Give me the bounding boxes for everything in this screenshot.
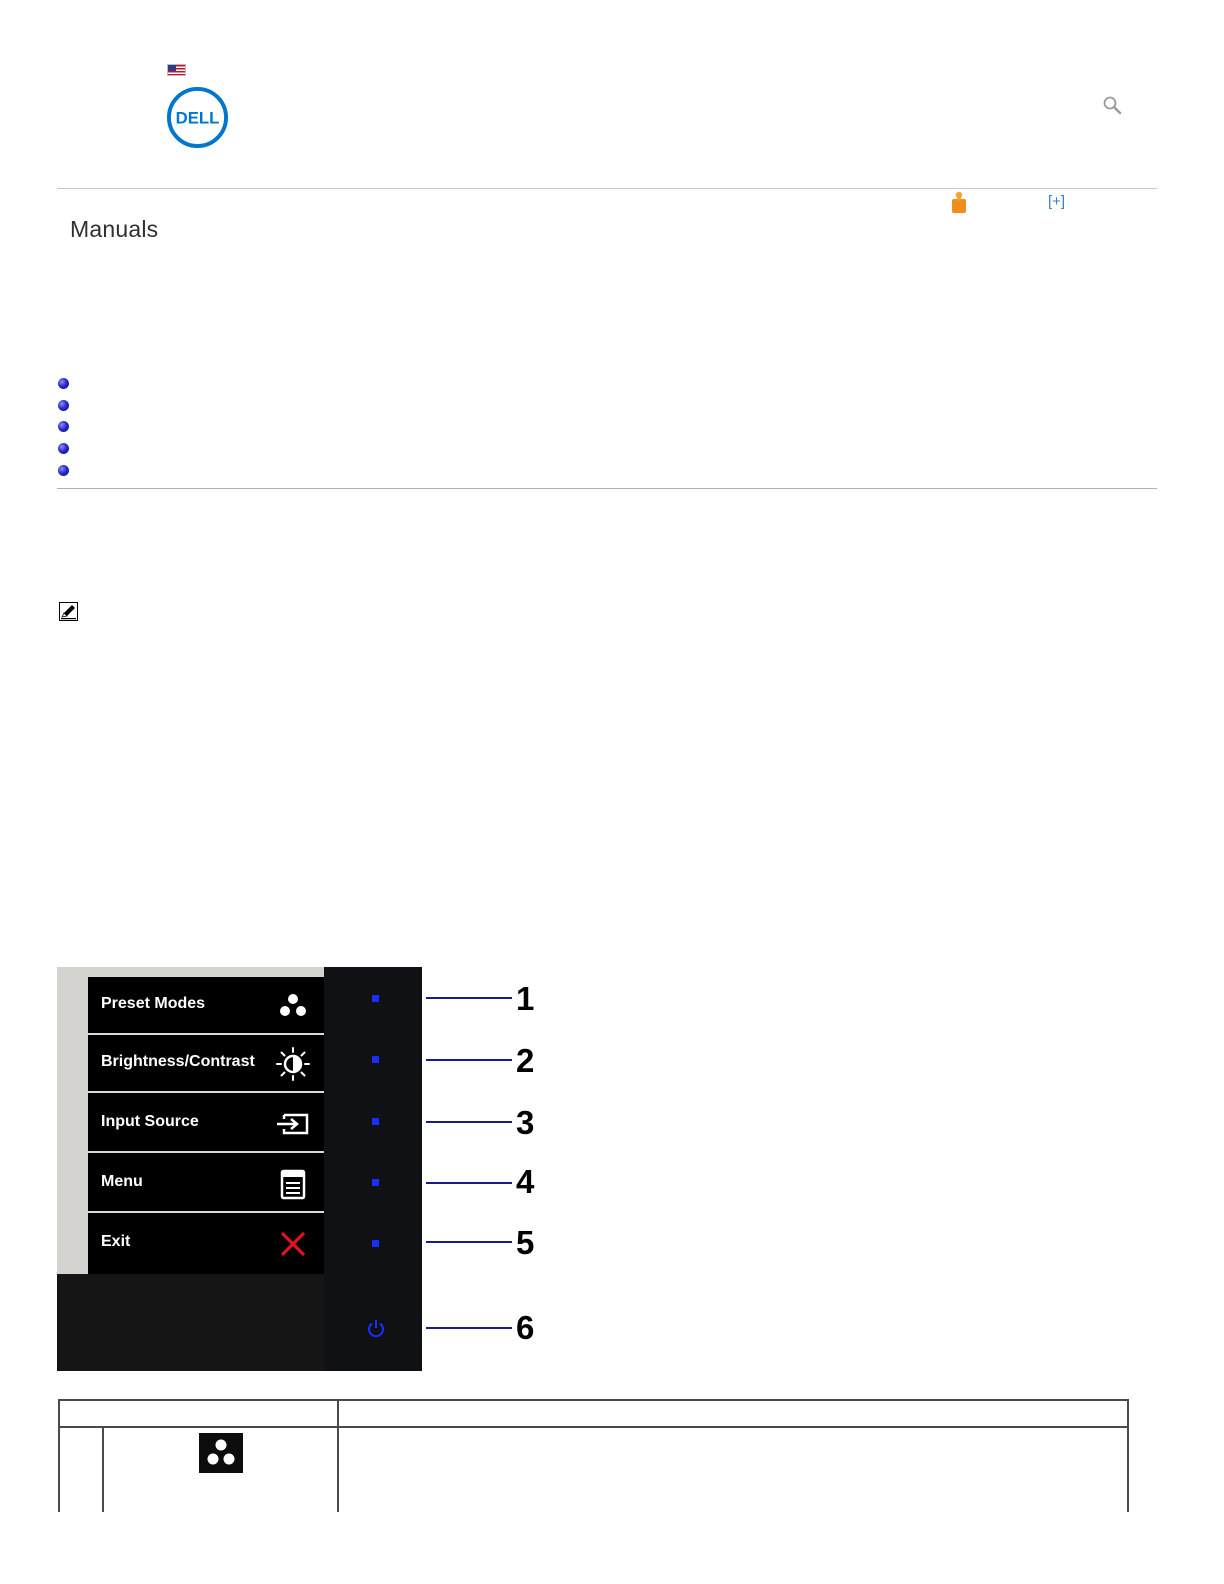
osd-menu — [88, 977, 324, 1274]
button-led-3[interactable] — [372, 1118, 379, 1125]
button-strip — [324, 967, 422, 1371]
monitor-bezel — [57, 1274, 332, 1371]
expand-link[interactable]: [+] — [1048, 193, 1066, 210]
button-led-5[interactable] — [372, 1240, 379, 1247]
osd-item-label: Preset Modes — [101, 995, 206, 1012]
callout-number-2: 2 — [516, 1042, 535, 1079]
dell-logo[interactable] — [166, 86, 229, 149]
preset-modes-icon — [276, 989, 310, 1023]
osd-item-preset-modes[interactable] — [88, 977, 324, 1035]
power-icon[interactable] — [366, 1318, 386, 1338]
section-divider — [57, 488, 1157, 489]
page-bottom-margin — [0, 1512, 1224, 1584]
exit-x-icon — [276, 1227, 310, 1261]
callout-number-5: 5 — [516, 1224, 535, 1261]
bullet-icon — [58, 465, 69, 476]
osd-item-exit[interactable] — [88, 1215, 324, 1273]
search-icon[interactable] — [1102, 95, 1122, 115]
preset-modes-button-icon — [199, 1433, 243, 1473]
callout-line-3 — [426, 1121, 512, 1123]
button-led-2[interactable] — [372, 1056, 379, 1063]
callout-line-6 — [426, 1327, 512, 1329]
osd-item-label: Input Source — [101, 1113, 199, 1130]
bullet-icon — [58, 421, 69, 432]
brightness-contrast-icon — [276, 1047, 310, 1081]
table-header-cell — [59, 1400, 338, 1427]
osd-item-label: Brightness/Contrast — [101, 1053, 255, 1070]
bullet-icon — [58, 443, 69, 454]
table-header-row — [59, 1400, 1128, 1427]
callout-number-4: 4 — [516, 1163, 535, 1200]
osd-item-brightness-contrast[interactable] — [88, 1035, 324, 1093]
osd-item-menu[interactable] — [88, 1155, 324, 1213]
monitor-osd-illustration — [57, 967, 422, 1371]
callout-number-6: 6 — [516, 1309, 535, 1346]
note-pencil-icon — [59, 602, 78, 621]
input-source-icon — [276, 1107, 310, 1141]
callout-line-4 — [426, 1182, 512, 1184]
button-led-1[interactable] — [372, 995, 379, 1002]
logo-text: DELL — [175, 108, 220, 128]
osd-item-input-source[interactable] — [88, 1095, 324, 1153]
osd-item-label: Menu — [101, 1173, 143, 1190]
bullet-icon — [58, 378, 69, 389]
osd-item-label: Exit — [101, 1233, 131, 1250]
chat-icon[interactable] — [950, 190, 968, 214]
bullet-icon — [58, 400, 69, 411]
menu-icon — [276, 1167, 310, 1201]
callout-line-5 — [426, 1241, 512, 1243]
us-flag-icon[interactable] — [167, 64, 186, 76]
page-title: Manuals — [70, 216, 159, 242]
table-header-cell — [338, 1400, 1128, 1427]
header-divider — [57, 188, 1157, 189]
callout-line-2 — [426, 1059, 512, 1061]
callout-number-3: 3 — [516, 1104, 535, 1141]
callout-number-1: 1 — [516, 980, 535, 1017]
button-led-4[interactable] — [372, 1179, 379, 1186]
callout-line-1 — [426, 997, 512, 999]
bullet-list — [58, 378, 70, 486]
